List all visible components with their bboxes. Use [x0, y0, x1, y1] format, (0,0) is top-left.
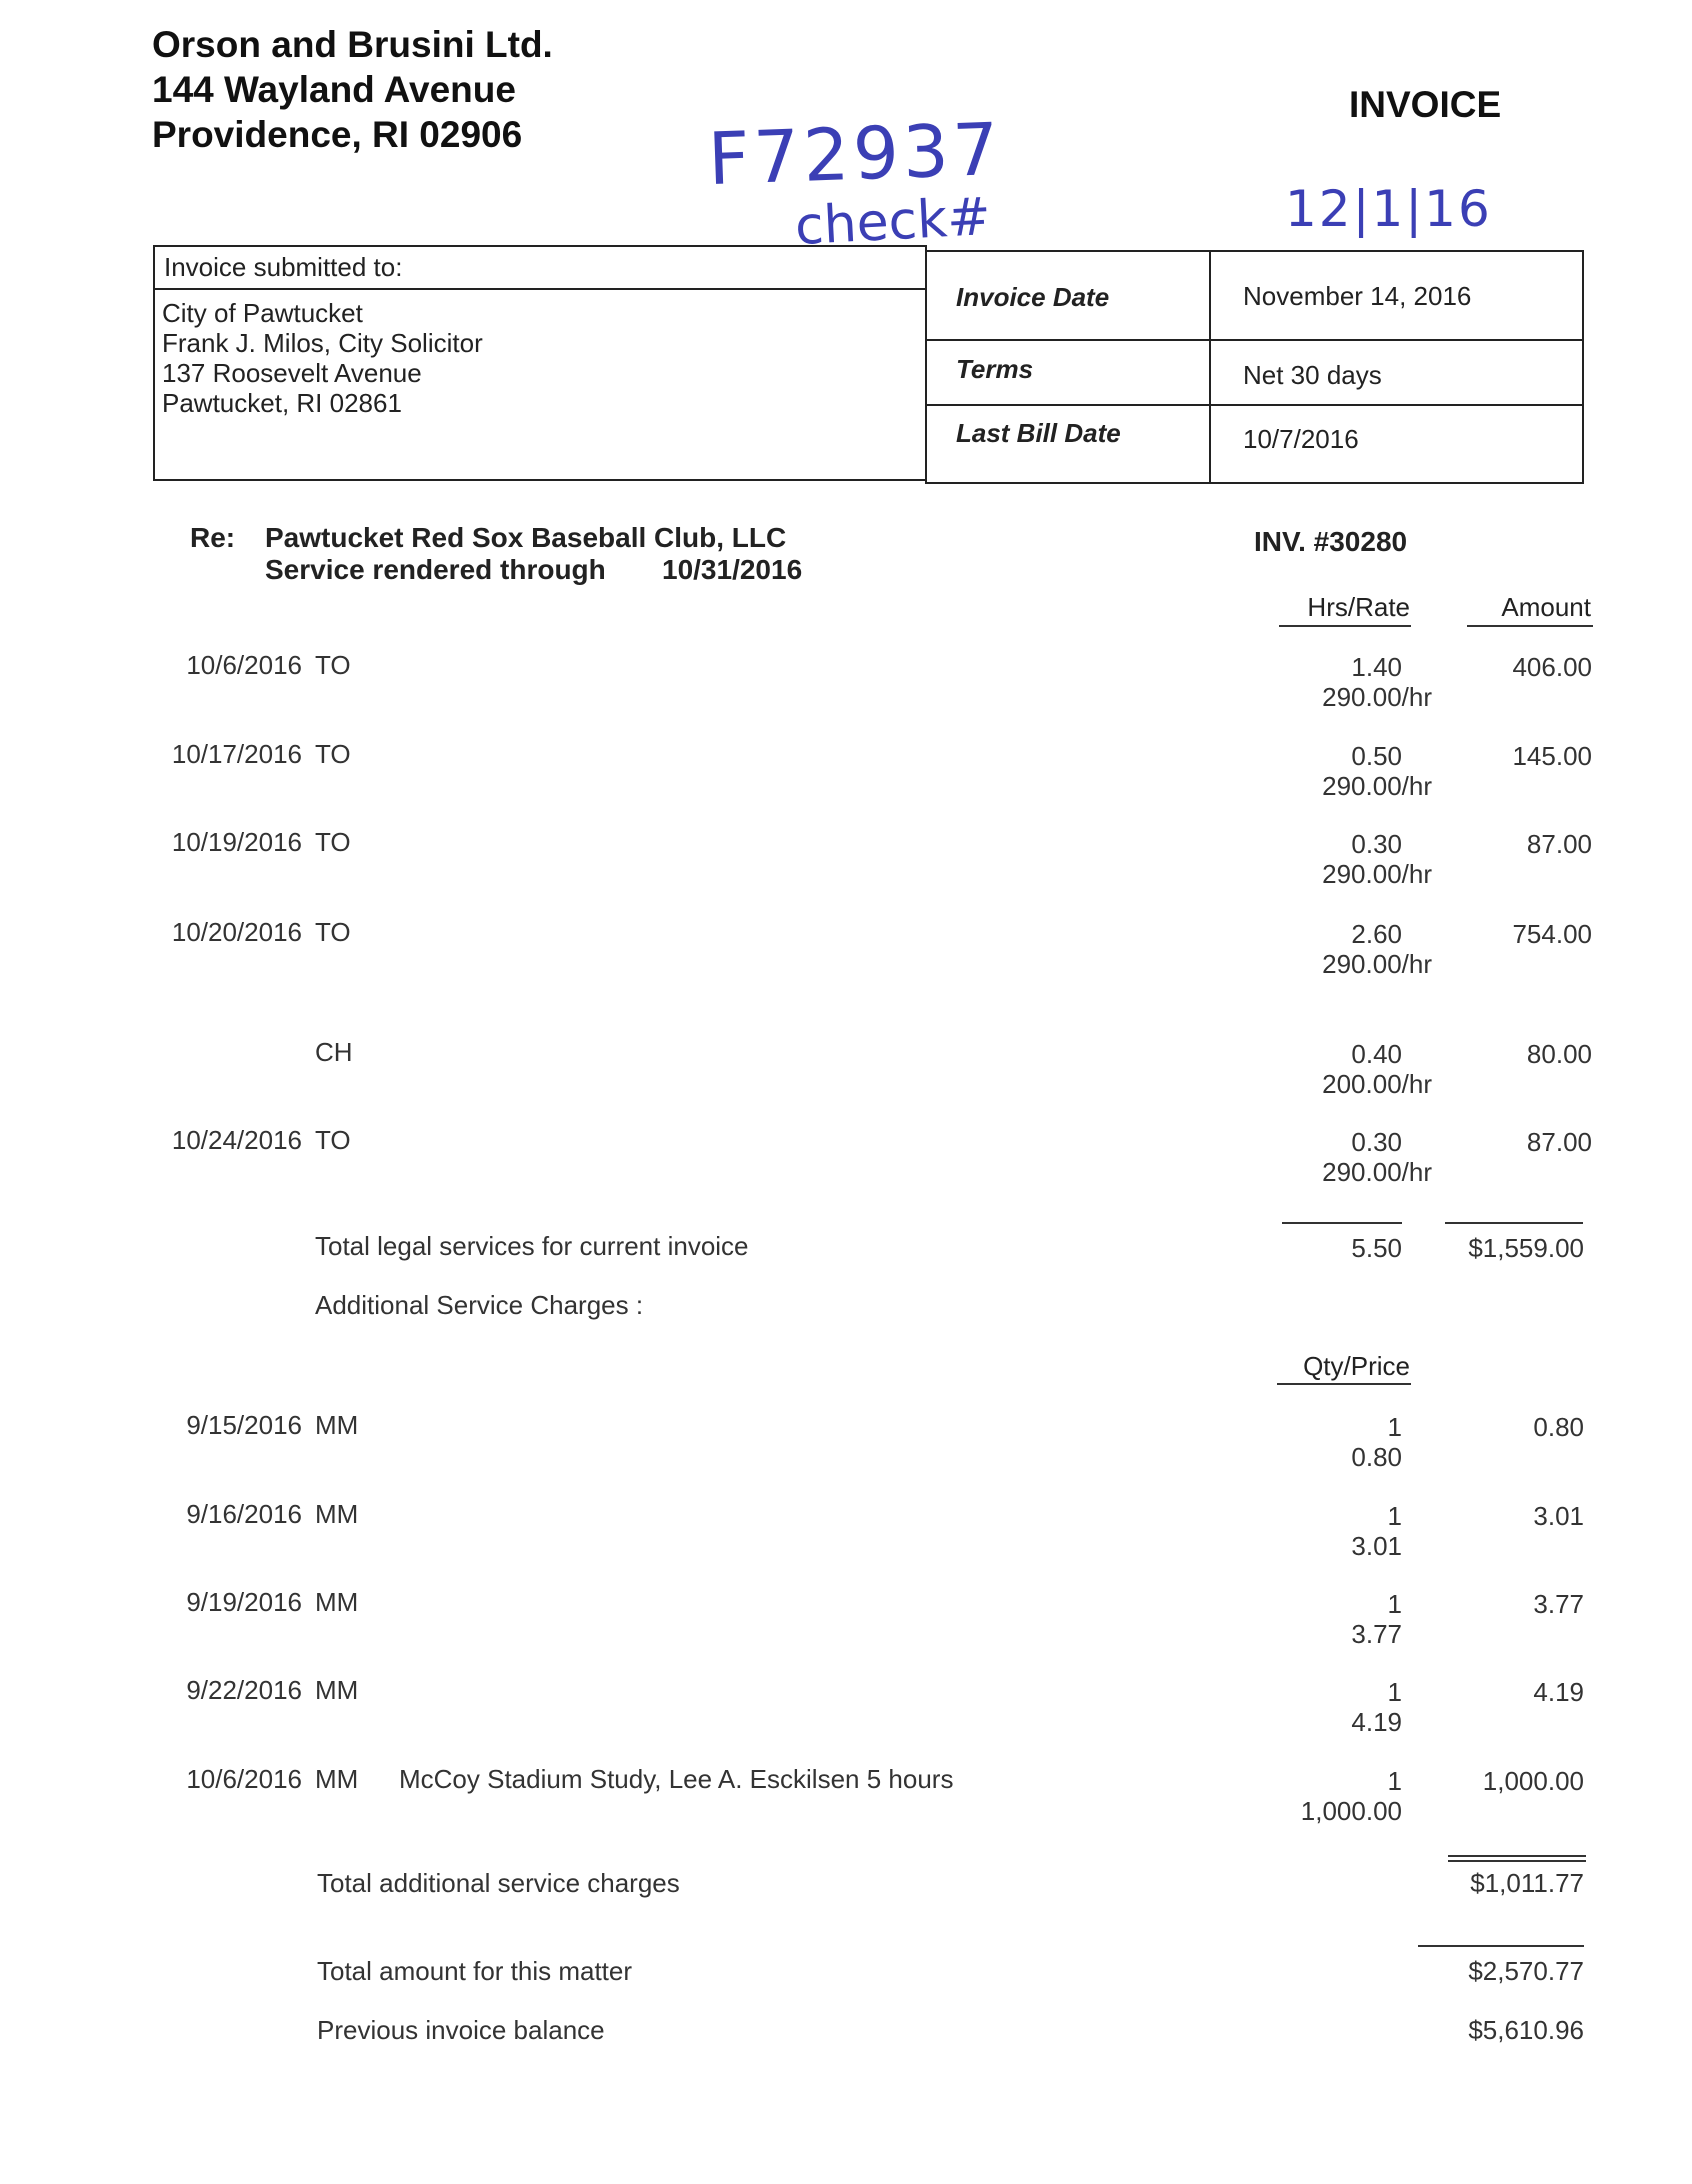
last-bill-date-label: Last Bill Date — [956, 418, 1121, 448]
recipient-attention: Frank J. Milos, City Solicitor — [162, 328, 483, 358]
matter-name: Pawtucket Red Sox Baseball Club, LLC — [265, 522, 787, 553]
row-hours: 0.30 — [1351, 829, 1402, 859]
row-date: 9/15/2016 — [186, 1410, 302, 1440]
row-amount: 4.19 — [1533, 1677, 1584, 1707]
row-rate: 290.00/hr — [1322, 682, 1432, 712]
row-hours: 0.30 — [1351, 1127, 1402, 1157]
additional-total-amount: $1,011.77 — [1470, 1868, 1584, 1898]
row-code: MM — [315, 1410, 359, 1440]
row-rate: 290.00/hr — [1322, 1157, 1432, 1187]
qty-price-underline — [1277, 1383, 1411, 1385]
info-column-divider — [1209, 250, 1211, 484]
row-code: TO — [315, 1125, 351, 1155]
matter-total-amount: $2,570.77 — [1468, 1956, 1584, 1986]
amount-header: Amount — [1501, 592, 1591, 622]
recipient-street: 137 Roosevelt Avenue — [162, 358, 422, 388]
row-code: MM — [315, 1499, 359, 1529]
row-date: 9/16/2016 — [186, 1499, 302, 1529]
recipient-name: City of Pawtucket — [162, 298, 363, 328]
handwritten-check-label: check# — [793, 186, 993, 258]
row-price: 0.80 — [1351, 1442, 1402, 1472]
firm-name: Orson and Brusini Ltd. — [152, 24, 553, 65]
row-hours: 0.50 — [1351, 741, 1402, 771]
row-amount: 80.00 — [1526, 1039, 1592, 1069]
row-date: 10/20/2016 — [171, 917, 302, 947]
additional-total-label: Total additional service charges — [317, 1868, 680, 1898]
legal-total-label: Total legal services for current invoice — [315, 1231, 749, 1261]
row-amount: 0.80 — [1533, 1412, 1584, 1442]
row-qty: 1 — [1387, 1766, 1402, 1796]
invoice-date-value: November 14, 2016 — [1243, 281, 1472, 311]
row-amount: 145.00 — [1512, 741, 1592, 771]
row-code: MM — [315, 1675, 359, 1705]
row-code: MM — [315, 1587, 359, 1617]
amount-underline — [1467, 625, 1593, 627]
terms-value: Net 30 days — [1243, 360, 1382, 390]
row-price: 3.77 — [1351, 1619, 1402, 1649]
additional-total-double-rule — [1448, 1855, 1586, 1862]
previous-balance-label: Previous invoice balance — [317, 2015, 605, 2045]
row-code: MM — [315, 1764, 359, 1794]
row-amount: 754.00 — [1512, 919, 1592, 949]
row-rate: 290.00/hr — [1322, 859, 1432, 889]
row-qty: 1 — [1387, 1589, 1402, 1619]
row-code: CH — [315, 1037, 353, 1067]
row-code: TO — [315, 739, 351, 769]
row-description: McCoy Stadium Study, Lee A. Esckilsen 5 hours — [399, 1764, 954, 1794]
hrs-rate-underline — [1279, 625, 1411, 627]
info-row-divider — [925, 404, 1584, 406]
invoice-title: INVOICE — [1349, 84, 1502, 125]
hours-total-rule — [1282, 1222, 1402, 1224]
service-through-label: Service rendered through — [265, 554, 606, 585]
submitted-to-divider — [153, 288, 927, 290]
matter-total-label: Total amount for this matter — [317, 1956, 633, 1986]
row-amount: 3.01 — [1533, 1501, 1584, 1531]
matter-total-rule — [1418, 1945, 1584, 1947]
row-code: TO — [315, 650, 351, 680]
row-date: 10/6/2016 — [186, 650, 302, 680]
qty-price-header: Qty/Price — [1303, 1351, 1410, 1381]
previous-balance-amount: $5,610.96 — [1468, 2015, 1584, 2045]
invoice-number: INV. #30280 — [1254, 526, 1408, 557]
legal-total-amount: $1,559.00 — [1468, 1233, 1584, 1263]
handwritten-date: 12|1|16 — [1285, 180, 1492, 238]
row-hours: 2.60 — [1351, 919, 1402, 949]
last-bill-date-value: 10/7/2016 — [1243, 424, 1359, 454]
handwritten-check-number: F72937 — [706, 106, 1004, 202]
row-code: TO — [315, 917, 351, 947]
row-date: 10/17/2016 — [171, 739, 302, 769]
row-hours: 0.40 — [1351, 1039, 1402, 1069]
row-date: 10/19/2016 — [171, 827, 302, 857]
recipient-city: Pawtucket, RI 02861 — [162, 388, 402, 418]
row-amount: 1,000.00 — [1482, 1766, 1584, 1796]
row-rate: 290.00/hr — [1322, 949, 1432, 979]
submitted-to-label: Invoice submitted to: — [164, 252, 403, 282]
row-qty: 1 — [1387, 1412, 1402, 1442]
row-date: 10/24/2016 — [171, 1125, 302, 1155]
row-date: 9/22/2016 — [186, 1675, 302, 1705]
row-amount: 406.00 — [1512, 652, 1592, 682]
row-price: 3.01 — [1351, 1531, 1402, 1561]
invoice-date-label: Invoice Date — [956, 282, 1110, 312]
hrs-rate-header: Hrs/Rate — [1307, 592, 1410, 622]
re-prefix: Re: — [190, 522, 236, 553]
row-amount: 87.00 — [1526, 829, 1592, 859]
row-date: 9/19/2016 — [186, 1587, 302, 1617]
terms-label: Terms — [956, 354, 1034, 384]
row-hours: 1.40 — [1351, 652, 1402, 682]
row-price: 1,000.00 — [1300, 1796, 1402, 1826]
row-amount: 3.77 — [1533, 1589, 1584, 1619]
row-qty: 1 — [1387, 1501, 1402, 1531]
row-qty: 1 — [1387, 1677, 1402, 1707]
firm-street: 144 Wayland Avenue — [152, 69, 516, 110]
additional-heading: Additional Service Charges : — [315, 1290, 644, 1320]
row-code: TO — [315, 827, 351, 857]
row-rate: 290.00/hr — [1322, 771, 1432, 801]
amount-total-rule — [1445, 1222, 1583, 1224]
legal-total-hours: 5.50 — [1351, 1233, 1402, 1263]
service-through-date: 10/31/2016 — [662, 554, 803, 585]
firm-city: Providence, RI 02906 — [152, 114, 523, 155]
row-rate: 200.00/hr — [1322, 1069, 1432, 1099]
info-row-divider — [925, 339, 1584, 341]
row-amount: 87.00 — [1526, 1127, 1592, 1157]
row-price: 4.19 — [1351, 1707, 1402, 1737]
row-date: 10/6/2016 — [186, 1764, 302, 1794]
